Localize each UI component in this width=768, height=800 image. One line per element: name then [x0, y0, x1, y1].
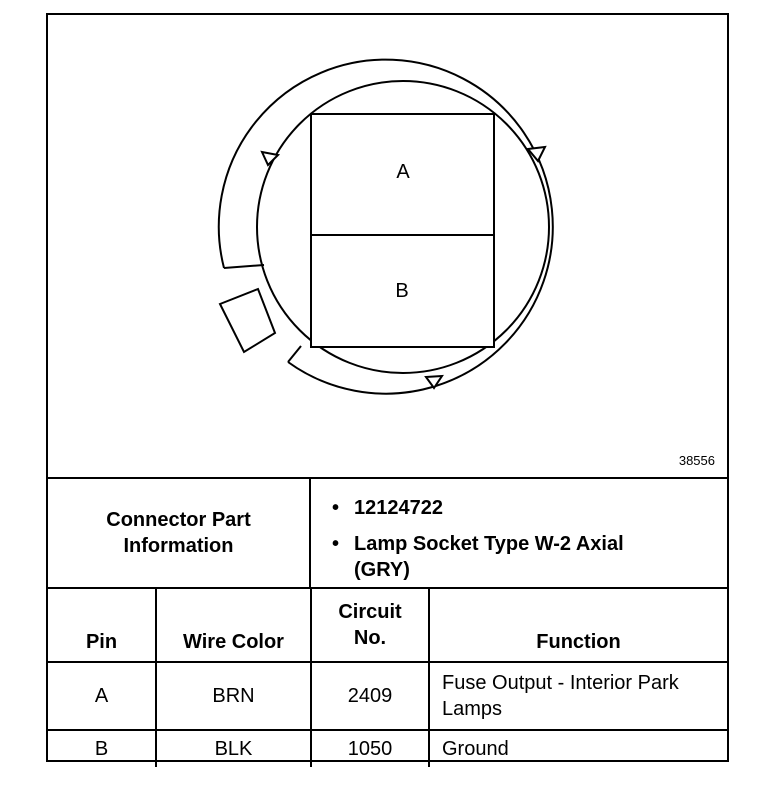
connector-info-list [311, 479, 727, 587]
table-row [48, 730, 727, 767]
connector-drawing [48, 15, 727, 477]
connector-info-row [48, 477, 727, 589]
header-circuit-no [311, 589, 429, 662]
connector-diagram [48, 15, 727, 477]
part-number-item [332, 495, 443, 521]
polarization-mark-bottom [426, 376, 442, 388]
function-cell: Fuse Output - Interior Park Lamps [429, 662, 727, 730]
pinout-table [48, 589, 727, 767]
header-wire-color: Wire Color [156, 589, 311, 662]
header-circuit-no-text: Circuit No. [338, 601, 402, 649]
wire-color-cell: BRN [156, 662, 311, 730]
locking-tab [220, 289, 275, 352]
figure-number: 38556 [678, 453, 715, 468]
polarization-mark-left [262, 152, 278, 165]
socket-type-item [332, 531, 674, 583]
wire-color-cell: BLK [156, 730, 311, 767]
cavity-b-label: B [395, 280, 409, 302]
bullet-icon: • [332, 533, 340, 555]
connector-info-label [48, 479, 311, 587]
header-function: Function [429, 589, 727, 662]
header-pin: Pin [48, 589, 156, 662]
cavity-a-label: A [396, 161, 410, 183]
table-row [48, 662, 727, 730]
socket-type: Lamp Socket Type W-2 Axial (GRY) [354, 533, 624, 581]
pin-cell: B [48, 730, 156, 767]
connector-info-label-text: Connector Part Information [106, 509, 251, 557]
pin-cell: A [48, 662, 156, 730]
function-cell: Ground [429, 730, 727, 767]
circuit-no-cell: 1050 [311, 730, 429, 767]
table-header-row [48, 589, 727, 662]
connector-figure [46, 13, 729, 762]
bullet-icon: • [332, 497, 340, 519]
circuit-no-cell: 2409 [311, 662, 429, 730]
part-number: 12124722 [354, 497, 443, 519]
